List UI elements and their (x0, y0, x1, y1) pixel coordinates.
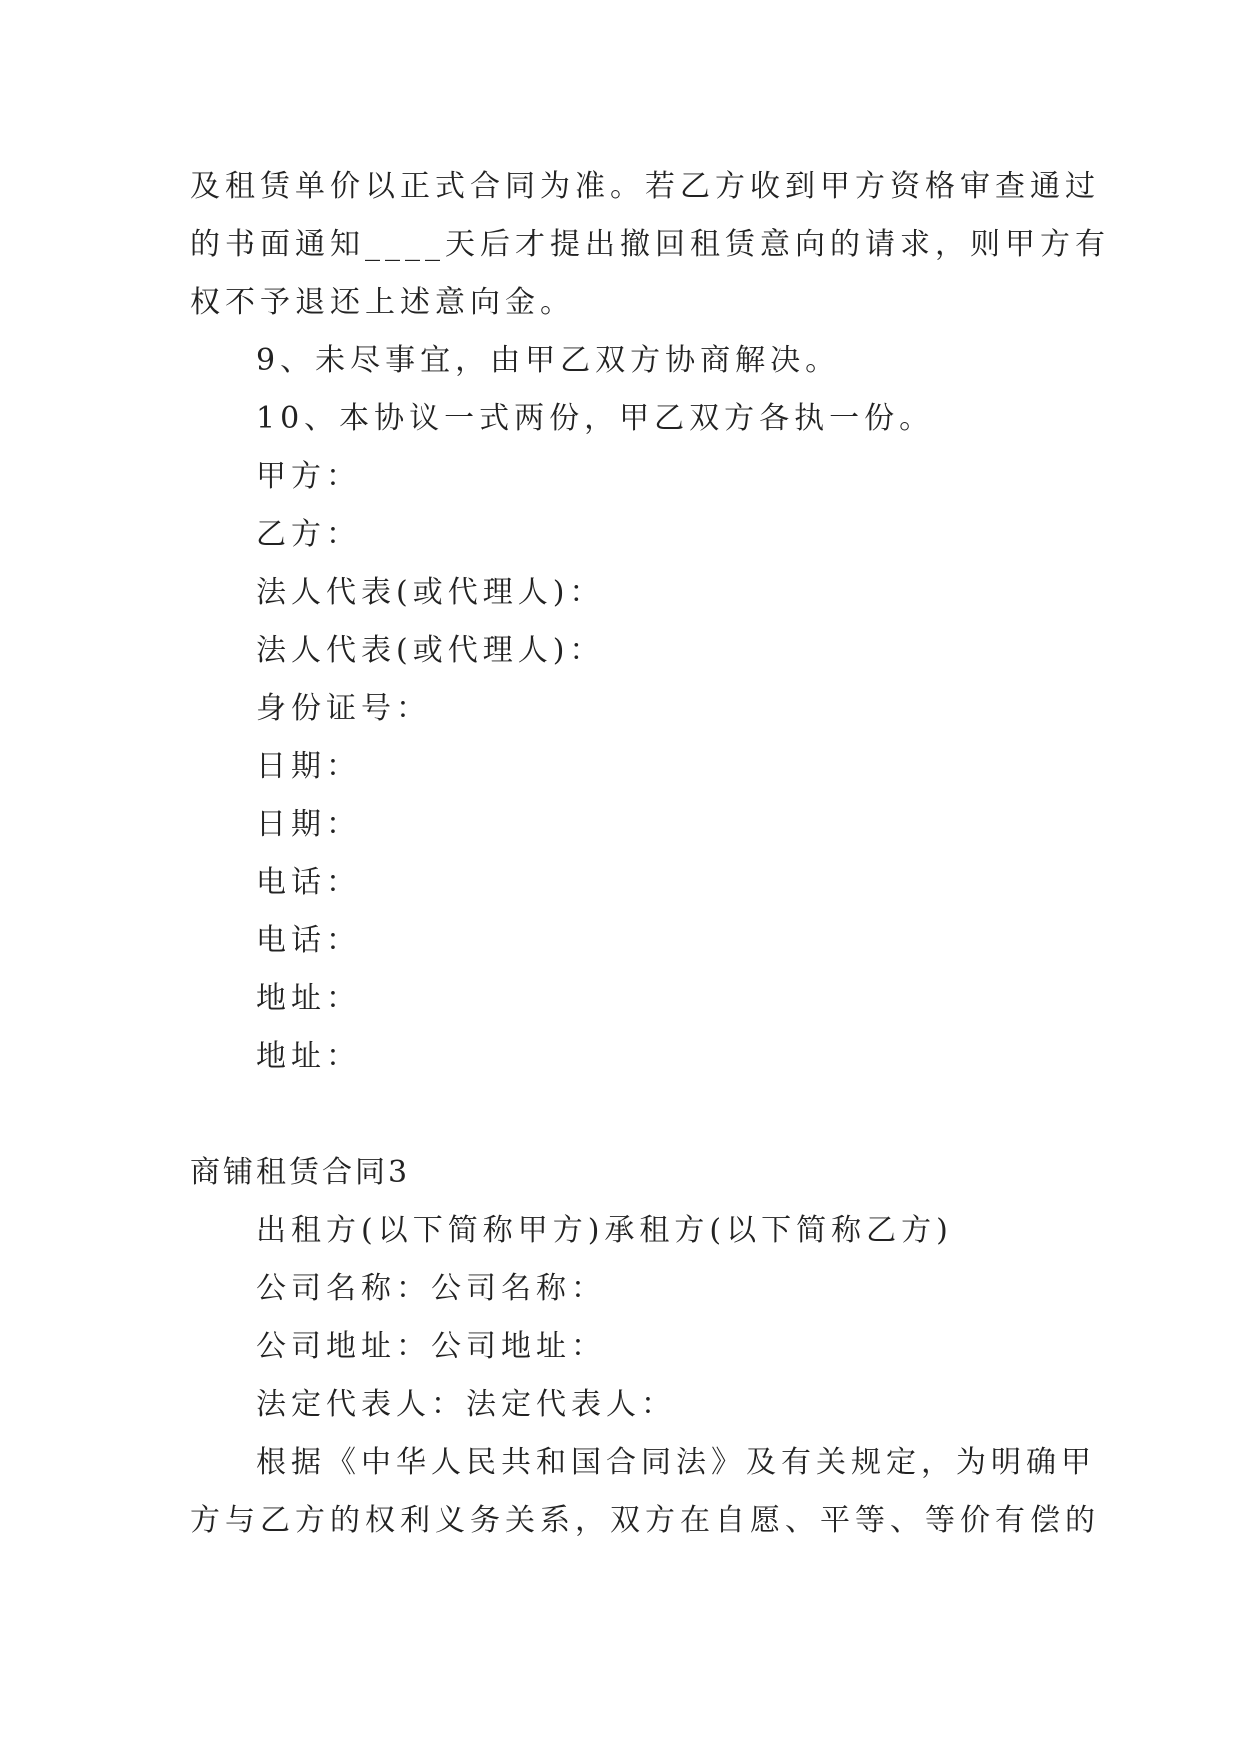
signature-address-b: 地址： (256, 1039, 361, 1074)
paragraph-line: 的书面通知____天后才提出撤回租赁意向的请求，则甲方有 (190, 227, 1110, 262)
signature-legal-rep-b: 法人代表(或代理人)： (256, 633, 605, 668)
signature-party-b: 乙方： (256, 517, 361, 552)
company-name-line: 公司名称：公司名称： (256, 1271, 606, 1306)
signature-id-number: 身份证号： (256, 691, 431, 726)
clause-9: 9、未尽事宜，由甲乙双方协商解决。 (256, 343, 841, 378)
signature-date-b: 日期： (256, 807, 361, 842)
signature-address-a: 地址： (256, 981, 361, 1016)
signature-legal-rep-a: 法人代表(或代理人)： (256, 575, 605, 610)
signature-party-a: 甲方： (256, 459, 361, 494)
signature-date-a: 日期： (256, 749, 361, 784)
preamble-line: 根据《中华人民共和国合同法》及有关规定，为明确甲 (256, 1445, 1096, 1480)
signature-phone-a: 电话： (256, 865, 361, 900)
section-gap (190, 1086, 1050, 1144)
paragraph-line: 及租赁单价以正式合同为准。若乙方收到甲方资格审查通过 (190, 169, 1100, 204)
clause-10: 10、本协议一式两份，甲乙双方各执一份。 (256, 401, 935, 436)
paragraph-line: 权不予退还上述意向金。 (190, 285, 575, 320)
legal-representative-line: 法定代表人：法定代表人： (256, 1387, 676, 1422)
preamble-line: 方与乙方的权利义务关系，双方在自愿、平等、等价有偿的 (190, 1503, 1100, 1538)
document-page (190, 158, 1110, 1550)
contract-parties: 出租方(以下简称甲方)承租方(以下简称乙方) (256, 1213, 953, 1248)
company-address-line: 公司地址：公司地址： (256, 1329, 606, 1364)
section-title: 商铺租赁合同3 (190, 1155, 411, 1190)
signature-phone-b: 电话： (256, 923, 361, 958)
